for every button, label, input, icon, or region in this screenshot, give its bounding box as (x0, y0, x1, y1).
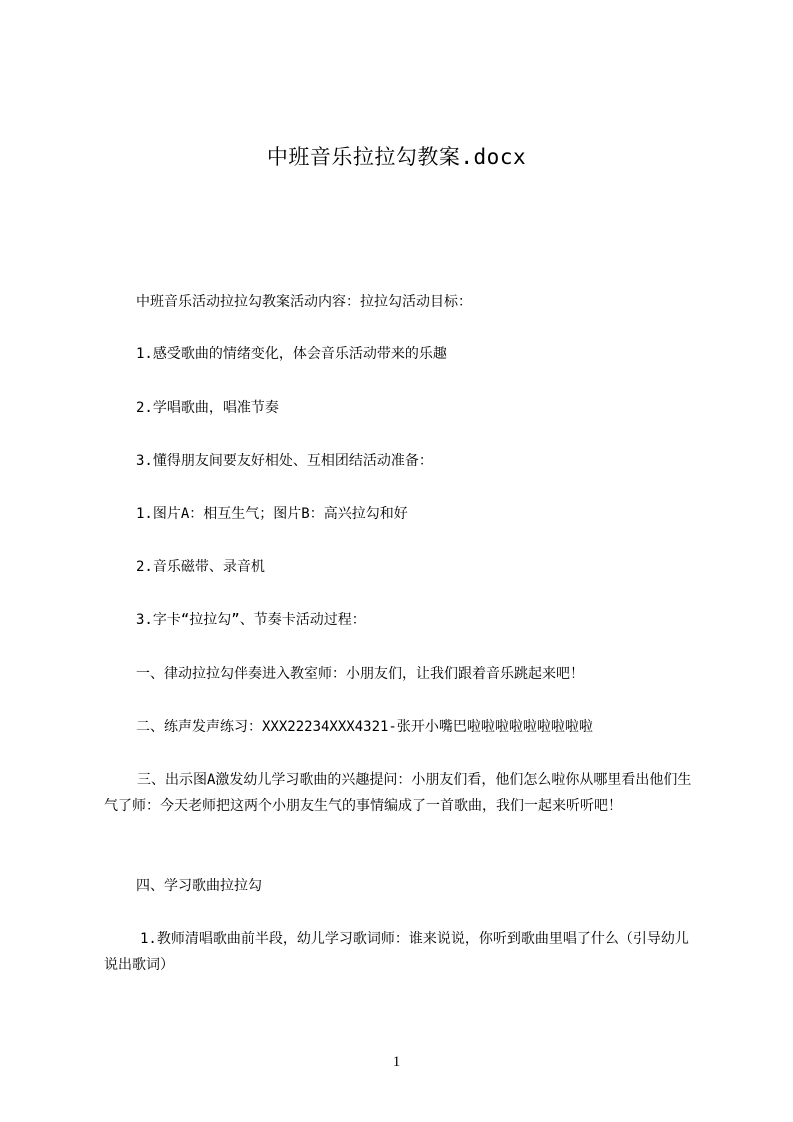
paragraph-3: 2.学唱歌曲，唱准节奏 (136, 400, 279, 416)
paragraph-2: 1.感受歌曲的情绪变化，体会音乐活动带来的乐趣 (136, 346, 447, 362)
paragraph-11: 四、学习歌曲拉拉勾 (136, 878, 262, 894)
paragraph-8: 一、律动拉拉勾伴奏进入教室师：小朋友们，让我们跟着音乐跳起来吧！ (136, 666, 584, 682)
paragraph-6: 2.音乐磁带、录音机 (136, 559, 265, 575)
paragraph-5: 1.图片A：相互生气；图片B：高兴拉勾和好 (136, 506, 408, 522)
paragraph-12: 1.教师清唱歌曲前半段，幼儿学习歌词师：谁来说说，你听到歌曲里唱了什么（引导幼儿说出歌词） (104, 931, 689, 973)
document-title: 中班音乐拉拉勾教案.docx (266, 145, 527, 169)
paragraph-1: 中班音乐活动拉拉勾教案活动内容：拉拉勾活动目标： (136, 294, 472, 310)
paragraph-4: 3.懂得朋友间要友好相处、互相团结活动准备： (136, 453, 433, 469)
paragraph-10: 三、出示图A激发幼儿学习歌曲的兴趣提问：小朋友们看，他们怎么啦你从哪里看出他们生气了师：今天老师把这两个小朋友生气的事情编成了一首歌曲，我们一起来听听吧！ (104, 772, 692, 814)
page-number: 1 (392, 1054, 401, 1070)
paragraph-9: 二、练声发声练习：XXX22234XXX4321-张开小嘴巴啦啦啦啦啦啦啦啦啦 (136, 719, 593, 735)
paragraph-7: 3.字卡“拉拉勾”、节奏卡活动过程： (136, 612, 366, 628)
